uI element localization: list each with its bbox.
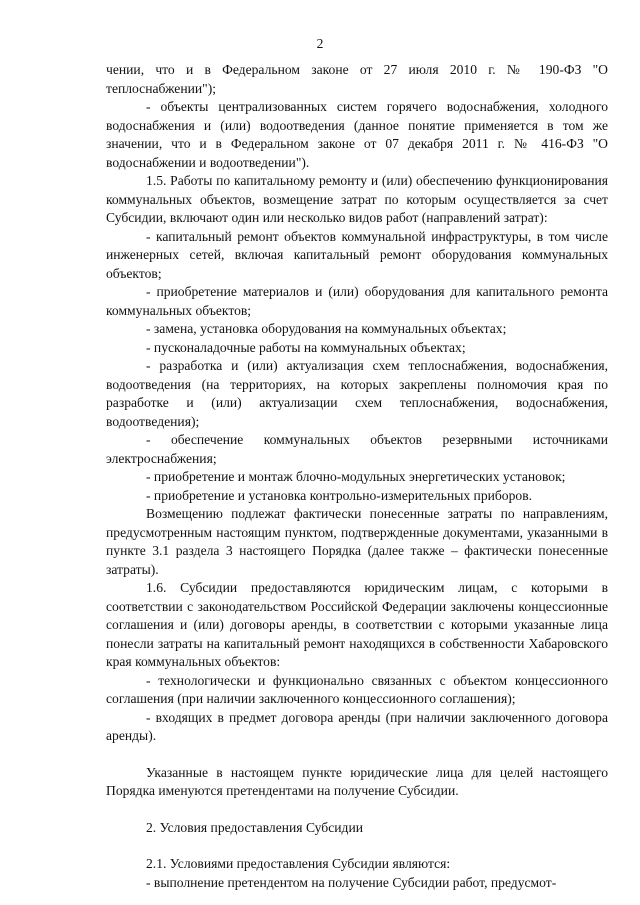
- list-item-capital-repair: - капитальный ремонт объектов коммунальной инфраструктуры, в том числе инженерных сетей, включая капитальный ремонт оборудования коммунальных объектов;: [106, 228, 608, 281]
- document-body: [106, 61, 608, 892]
- section-heading: 2. Условия предоставления Субсидии: [146, 819, 363, 835]
- paragraph-2-1: 2.1. Условиями предоставления Субсидии являются:: [146, 856, 451, 871]
- paragraph-applicants: Указанные в настоящем пункте юридические лица для целей настоящего Порядка именуются претендентами на получение Субсидии.: [106, 764, 608, 798]
- list-item-concession: - технологически и функционально связанных с объектом концессионного соглашения (при наличии заключенного концессионного соглашения);: [106, 672, 608, 706]
- spacer: [106, 801, 608, 819]
- list-item-materials: - приобретение материалов и (или) оборудования для капитального ремонта коммунальных объектов;: [106, 284, 608, 318]
- list-item-backup-power: - обеспечение коммунальных объектов резервными источниками электроснабжения;: [106, 432, 608, 466]
- paragraph-1-6: 1.6. Субсидии предоставляются юридическим лицам, с которыми в соответствии с законодательством Российской Федерации заключены концессионные соглашения и (или) договоры аренды, в соответствии с которыми указанные лица понесли затраты на капитальный ремонт находящихся в собственности Хабаровского края коммунальных объектов:: [106, 580, 608, 669]
- list-item-works: - выполнение претендентом на получение Субсидии работ, предусмот-: [146, 874, 557, 890]
- list-item-instruments: - приобретение и установка контрольно-измерительных приборов.: [146, 487, 533, 503]
- list-item-lease: - входящих в предмет договора аренды (при наличии заключенного договора аренды).: [106, 709, 608, 743]
- paragraph-1-5: 1.5. Работы по капитальному ремонту и (или) обеспечению функционирования коммунальных объектов, возмещение затрат по которым осуществляется за счет Субсидии, включают один или несколько видов работ (направлений затрат):: [106, 173, 608, 225]
- paragraph-continuation: чении, что и в Федеральном законе от 27 июля 2010 г. № 190-ФЗ "О теплоснабжении");: [106, 62, 608, 96]
- list-item-equipment-replacement: - замена, установка оборудования на коммунальных объектах;: [146, 321, 507, 336]
- list-item-schemes: - разработка и (или) актуализация схем теплоснабжения, водоснабжения, водоотведения (на территориях, на которых закреплены полномочия края по разработке и (или) актуализации схем теплоснабжения, водоснабжения, водоотведения);: [106, 358, 608, 429]
- list-item-water-systems: - объекты централизованных систем горячего водоснабжения, холодного водоснабжения и (или) водоотведения (данное понятие применяется в том же значении, что и в Федеральном законе от 07 декабря 2011 г. № 416-ФЗ "О водоснабжении и водоотведении").: [106, 99, 608, 170]
- spacer: [106, 837, 608, 855]
- spacer: [106, 746, 608, 764]
- page-number: 2: [316, 36, 324, 51]
- list-item-commissioning: - пусконаладочные работы на коммунальных объектах;: [146, 339, 466, 355]
- list-item-modular-units: - приобретение и монтаж блочно-модульных энергетических установок;: [146, 469, 566, 484]
- paragraph-reimbursement: Возмещению подлежат фактически понесенные затраты по направлениям, предусмотренным настоящим пунктом, подтвержденные документами, указанными в пункте 3.1 раздела 3 настоящего Порядка (далее также – фактически понесенные затраты).: [106, 506, 608, 577]
